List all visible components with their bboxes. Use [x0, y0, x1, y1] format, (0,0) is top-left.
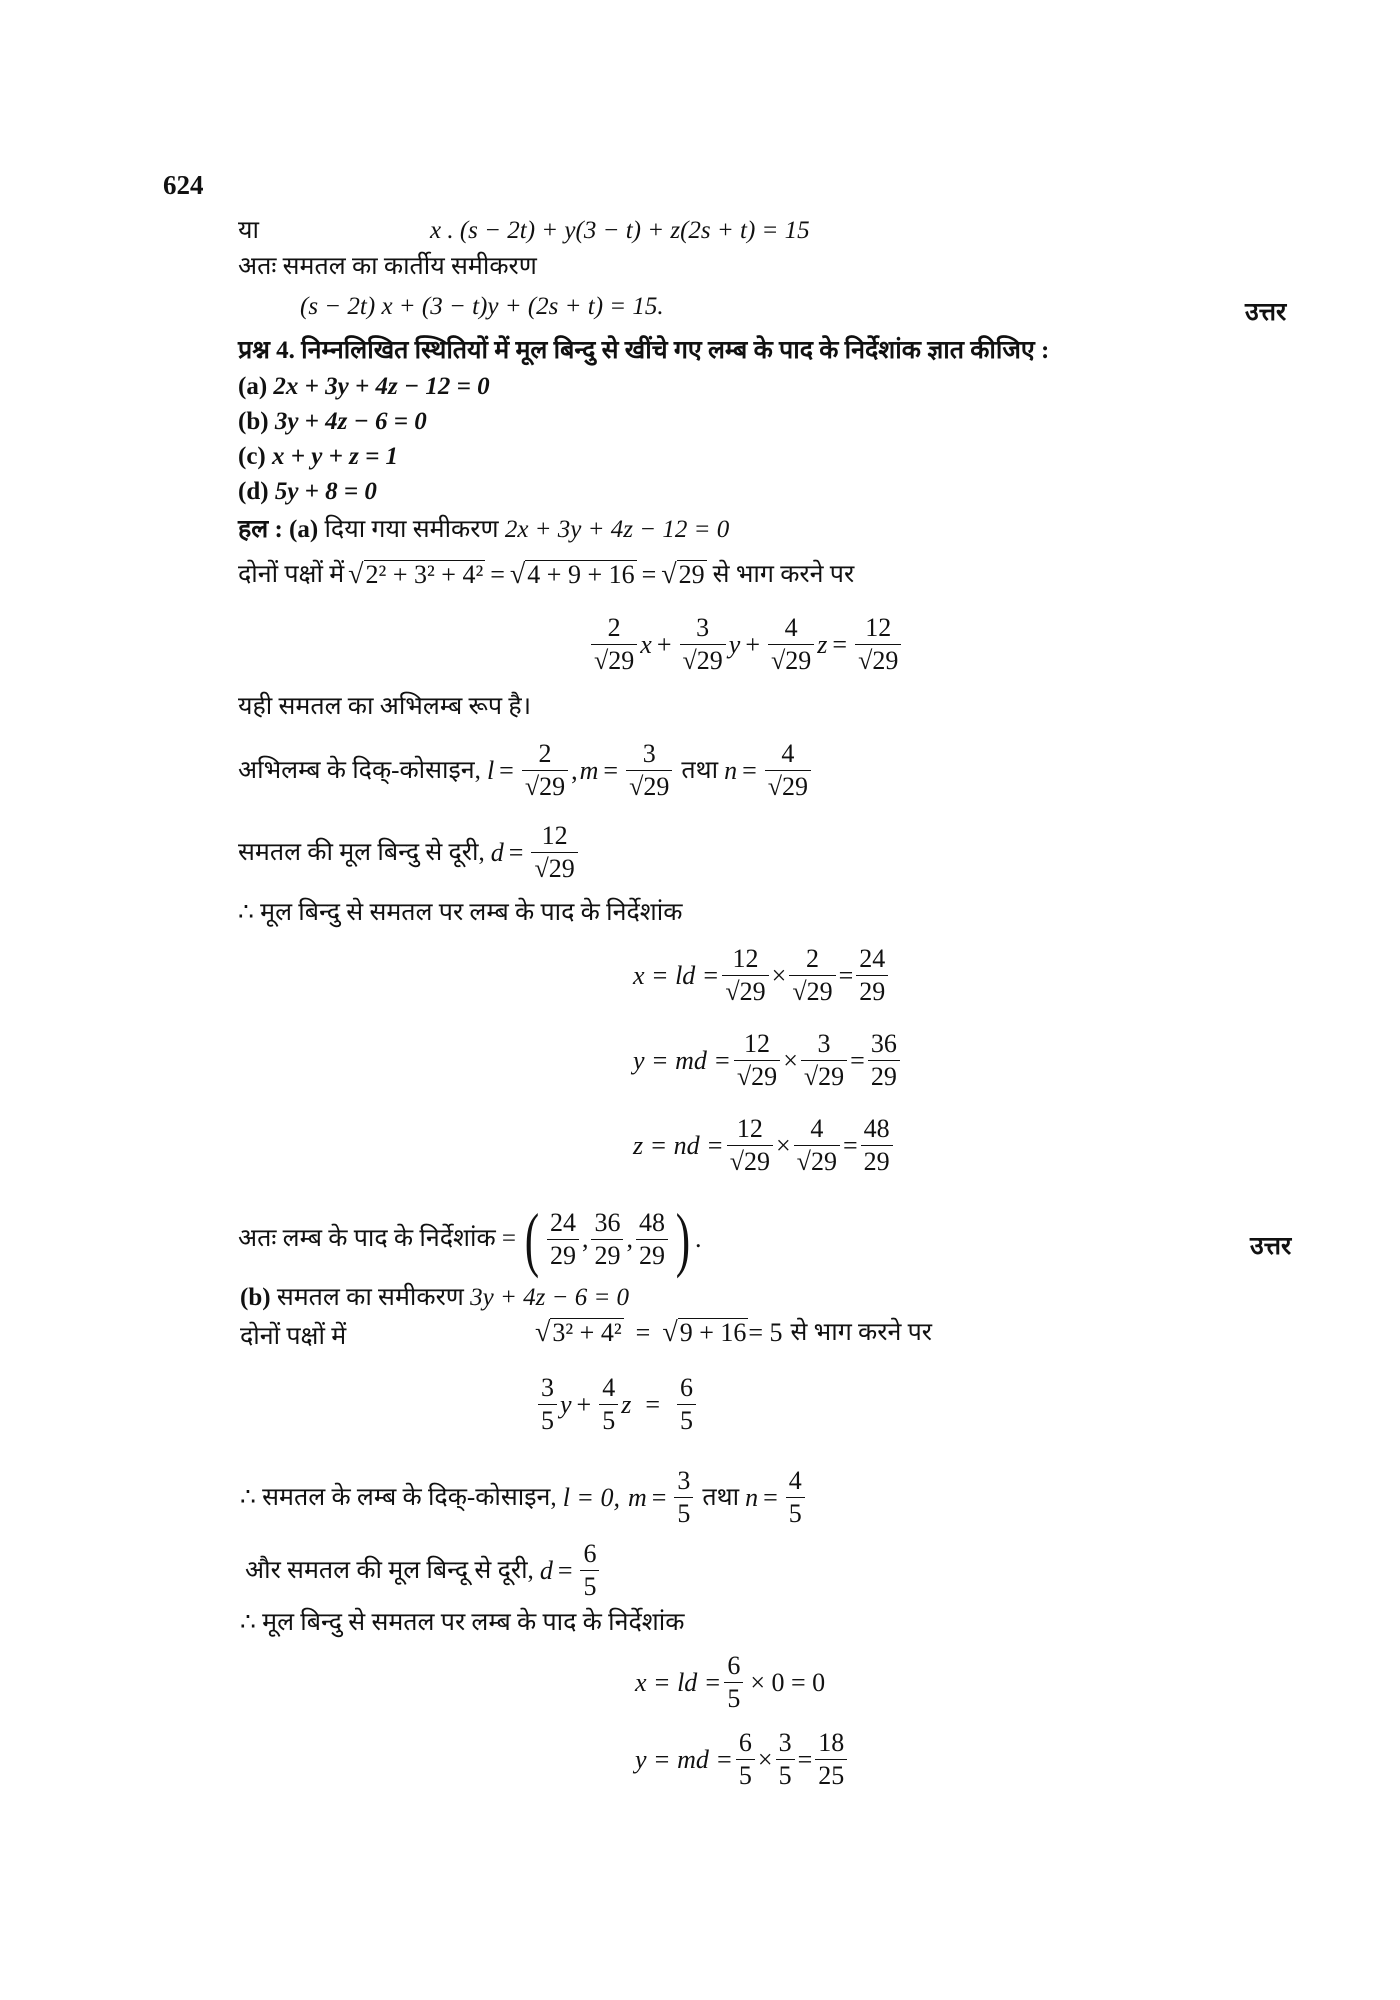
solution-heading-text: समतल का समीकरण — [276, 1284, 464, 1311]
divide-line-b: √ 3² + 4² = √ 9 + 16 = 5 से भाग करने पर — [535, 1317, 933, 1348]
sqrt-expression: √ 2² + 3² + 4² — [348, 559, 484, 590]
coord-x-a: x = ld = $\frac{12}{√29}$ × $\frac{2}{√29}$ = $\frac{24}{29}$ — [633, 943, 891, 1008]
distance-label: और समतल की मूल बिन्दू से दूरी, — [245, 1556, 534, 1584]
question-part-c — [238, 442, 398, 472]
part-equation: 3y + 4z − 6 = 0 — [274, 408, 427, 435]
direction-cosines-b: ∴ समतल के लम्ब के दिक्-कोसाइन, l = 0, m = $\frac{3}{5}$ तथा n = $\frac{4}{5}$ — [240, 1465, 808, 1530]
solution-b-heading — [240, 1283, 629, 1313]
divide-line-a: दोनों पक्षों में √ 2² + 3² + 4² = √ 4 + 9 + 16 = √ 29 से भाग करने पर — [238, 559, 855, 590]
answer-label: उत्तर — [1245, 299, 1287, 326]
distance-b: और समतल की मूल बिन्दू से दूरी, d = $\frac{6}{5}$ — [245, 1538, 602, 1603]
sqrt-expression: √ 4 + 9 + 16 — [509, 559, 635, 590]
equation-1: x . (s − 2t) + y(3 − t) + z(2s + t) = 15 — [430, 217, 810, 244]
part-equation: 2x + 3y + 4z − 12 = 0 — [273, 373, 490, 400]
solution-prefix: (b) — [240, 1284, 271, 1311]
coord-z-a: z = nd = $\frac{12}{√29}$ × $\frac{4}{√29}$ = $\frac{48}{29}$ — [633, 1113, 896, 1178]
cartesian-equation: (s − 2t) x + (3 − t)y + (2s + t) = 15. — [300, 293, 664, 320]
coord-x-b: x = ld = $\frac{6}{5}$ × 0 = 0 — [635, 1651, 826, 1713]
normal-form-text: यही समतल का अभिलम्ब रूप है। — [238, 693, 532, 720]
question-part-b — [238, 407, 427, 437]
answer-label: उत्तर — [1250, 1233, 1292, 1260]
solution-heading-eq: 2x + 3y + 4z − 12 = 0 — [504, 516, 730, 543]
solution-heading-text: दिया गया समीकरण — [324, 516, 499, 543]
divide-suffix: से भाग करने पर — [712, 561, 855, 588]
distance-a: समतल की मूल बिन्दु से दूरी, d = $\frac{12}{√29}$ — [238, 820, 581, 885]
solution-prefix: हल : (a) — [238, 516, 319, 543]
question-title: प्रश्न 4. निम्नलिखित स्थितियों में मूल बिन्दु से खींचे गए लम्ब के पाद के निर्देशांक ज्ञात कीजिए : — [238, 337, 1050, 364]
question-part-a — [238, 372, 490, 402]
ya-label: या — [238, 217, 259, 244]
divide-suffix: से भाग करने पर — [790, 1319, 933, 1346]
part-label: (d) — [238, 478, 269, 505]
foot-label-a: ∴ मूल बिन्दु से समतल पर लम्ब के पाद के निर्देशांक — [238, 899, 683, 926]
sqrt-expression: √ 29 — [661, 559, 705, 590]
distance-label: समतल की मूल बिन्दु से दूरी, — [238, 838, 485, 866]
part-label: (c) — [238, 443, 266, 470]
dc-label: ∴ समतल के लम्ब के दिक्-कोसाइन, — [240, 1483, 557, 1511]
page-number: 624 — [163, 170, 204, 200]
part-label: (b) — [238, 408, 269, 435]
part-equation: x + y + z = 1 — [272, 443, 399, 470]
solution-a-heading — [238, 515, 729, 545]
solution-heading-eq: 3y + 4z − 6 = 0 — [470, 1284, 630, 1311]
part-label: (a) — [238, 373, 268, 400]
part-equation: 5y + 8 = 0 — [274, 478, 377, 505]
question-part-d — [238, 477, 377, 507]
result-label: अतः लम्ब के पाद के निर्देशांक = — [238, 1225, 516, 1252]
divide-prefix-b: दोनों पक्षों में — [240, 1323, 347, 1350]
normal-form-equation-a: $\frac{2}{√29}$ x + $\frac{3}{√29}$ y + $\frac{4}{√29}$ z = $\frac{12}{√29}$ — [588, 612, 904, 677]
normal-form-equation-b: $\frac{3}{5}$ y + $\frac{4}{5}$ z = $\frac{6}{5}$ — [535, 1372, 699, 1437]
result-a: अतः लम्ब के पाद के निर्देशांक = ( $\frac{24}{29}$ , $\frac{36}{29}$ , $\frac{48}{29}$ ) . — [238, 1199, 702, 1279]
dc-label: अभिलम्ब के दिक्-कोसाइन, — [238, 756, 481, 784]
coord-y-b: y = md = $\frac{6}{5}$ × $\frac{3}{5}$ = $\frac{18}{25}$ — [635, 1727, 850, 1792]
foot-label-b: ∴ मूल बिन्दु से समतल पर लम्ब के पाद के निर्देशांक — [240, 1609, 685, 1636]
coord-y-a: y = md = $\frac{12}{√29}$ × $\frac{3}{√29}$ = $\frac{36}{29}$ — [633, 1028, 903, 1093]
direction-cosines-a: अभिलम्ब के दिक्-कोसाइन, l = $\frac{2}{√29}$ , m = $\frac{3}{√29}$ तथा n = $\frac{4}{√29}$ — [238, 738, 814, 803]
cartesian-label: अतः समतल का कार्तीय समीकरण — [238, 253, 537, 280]
divide-prefix: दोनों पक्षों में — [238, 561, 345, 588]
